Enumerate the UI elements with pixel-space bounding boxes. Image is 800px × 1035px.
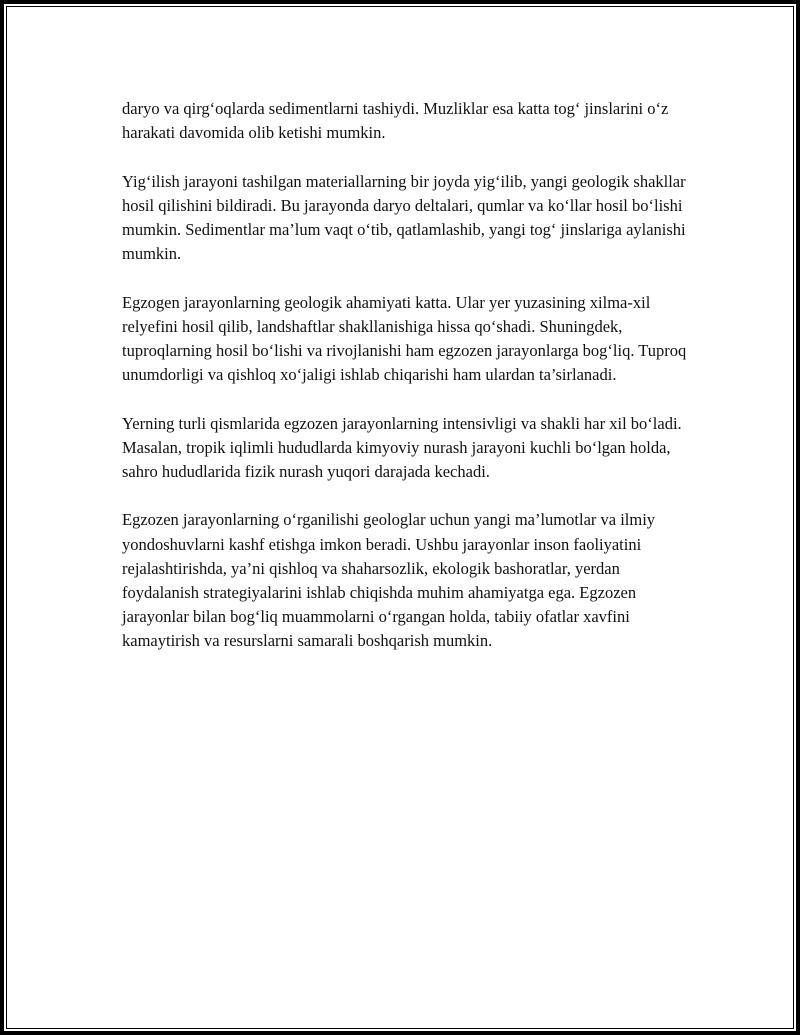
paragraph-4: Yerning turli qismlarida egzozen jarayonlarning intensivligi va shakli har xil bo‘ladi. Masalan, tropik iqlimli hududlarda kimyoviy nurash jarayoni kuchli bo‘lgan holda, sahro hududlarida fizik nurash yuqori darajada kechadi. [122,413,682,481]
paragraph-3: Egzogen jarayonlarning geologik ahamiyati katta. Ular yer yuzasining xilma-xil relyefini hosil qilib, landshaftlar shakllanishiga hissa qo‘shadi. Shuningdek, tuproqlarning hosil bo‘lishi va rivojlanishi ham egzozen jarayonlarga bog‘liq. Tuproq unumdorligi va qishloq xo‘jaligi ishlab chiqarishi ham ulardan ta’sirlanadi. [122,292,687,385]
document-body [122,97,697,654]
paragraph-2: Yig‘ilish jarayoni tashilgan materiallarning bir joyda yig‘ilib, yangi geologik shakllar hosil qilishini bildiradi. Bu jarayonda daryo deltalari, qumlar va ko‘llar hosil bo‘lishi mumkin. Sedimentlar ma’lum vaqt o‘tib, qatlamlashib, yangi tog‘ jinslariga aylanishi mumkin. [122,171,686,264]
paragraph-1: daryo va qirg‘oqlarda sedimentlarni tashiydi. Muzliklar esa katta tog‘ jinslarini o‘z harakati davomida olib ketishi mumkin. [122,99,669,143]
paragraph-5: Egzozen jarayonlarning o‘rganilishi geologlar uchun yangi ma’lumotlar va ilmiy yondoshuvlarni kashf etishga imkon beradi. Ushbu jarayonlar inson faoliyatini rejalashtirishda, ya’ni qishloq va shaharsozlik, ekologik bashoratlar, yerdan foydalanish strategiyalarini ishlab chiqishda muhim ahamiyatga ega. Egzozen jarayonlar bilan bog‘liq muammolarni o‘rgangan holda, tabiiy ofatlar xavfini kamaytirish va resurslarni samarali boshqarish mumkin. [122,510,656,651]
